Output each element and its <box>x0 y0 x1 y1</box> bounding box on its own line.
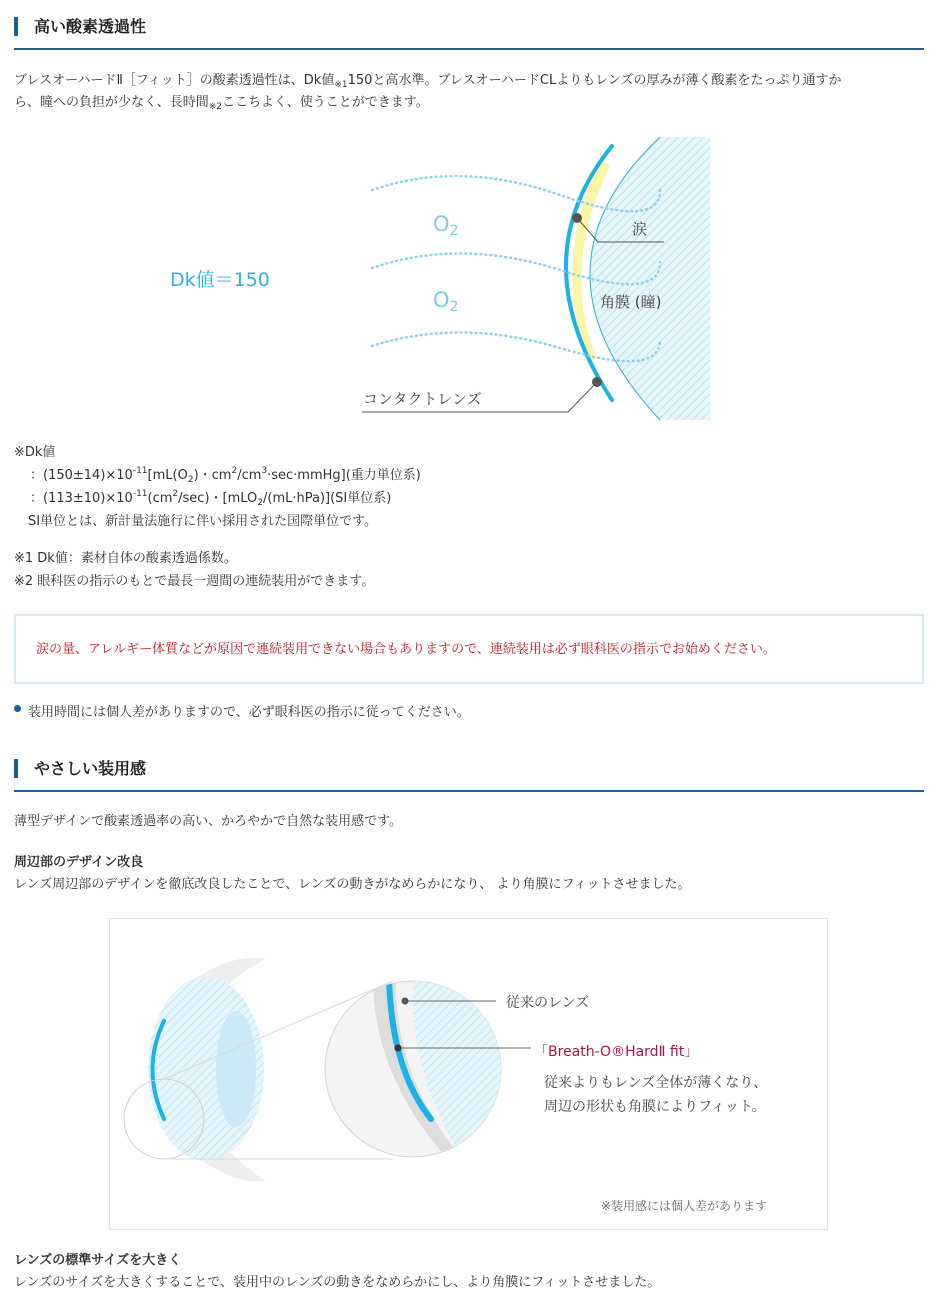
dk-notes-title: ※Dk値 <box>14 445 56 460</box>
heading-accent-bar <box>14 759 18 778</box>
text-part: (cm <box>147 491 173 506</box>
text-part: 150と高水準。ブレスオーハードCLよりもレンズの厚みが薄く酸素をたっぷり通すか <box>347 73 842 88</box>
section-title: 高い酸素透過性 <box>34 17 147 36</box>
subscript: 2 <box>257 498 264 508</box>
tear-label: 涙 <box>632 220 648 238</box>
superscript: 2 <box>231 466 238 476</box>
text-part: ブレスオーハードⅡ［フィット］の酸素透過性は、Dk値 <box>14 73 335 88</box>
product-name-label: 「Breath-O®HardⅡ fit」 <box>534 1044 699 1060</box>
lens-marker-dot <box>592 377 602 387</box>
figure-footnote: ※装用感には個人差があります <box>601 1199 768 1213</box>
oxygen-paragraph-line1 <box>14 70 841 92</box>
oxygen-permeability-diagram <box>150 128 710 428</box>
cornea-label: 角膜 (瞳) <box>600 293 662 311</box>
bullet-dot <box>14 705 21 712</box>
tear-marker-dot <box>572 213 582 223</box>
cornea-shape <box>590 137 710 420</box>
section-title: やさしい装用感 <box>34 759 147 778</box>
dk-notes-line2 <box>30 488 391 510</box>
peripheral-design-title: 周辺部のデザイン改良 <box>14 855 144 870</box>
comfort-intro: 薄型デザインで酸素透過率の高い、かろやかで自然な装用感です。 <box>14 814 403 829</box>
new-lens-marker-dot <box>395 1045 402 1052</box>
warning-box <box>14 614 924 684</box>
o2-letter: O <box>433 288 450 312</box>
iris-lens <box>216 1011 256 1127</box>
superscript: -11 <box>132 489 148 499</box>
superscript: 2 <box>172 489 179 499</box>
superscript: 3 <box>261 466 268 476</box>
o2-label-top <box>433 212 458 239</box>
text-part: ·sec·mmHg](重力単位系) <box>267 468 421 483</box>
dk-notes-line3: SI単位とは、新計量法施行に伴い採用された国際単位です。 <box>28 514 378 529</box>
text-part: /sec)・[mLO <box>178 491 258 506</box>
subscript: 2 <box>187 475 194 485</box>
contact-lens-label: コンタクトレンズ <box>363 390 482 408</box>
text-part: ら、瞳への負担が少なく、長時間 <box>14 95 209 110</box>
o2-subscript: 2 <box>449 299 459 315</box>
text-part: ：(150±14)×10 <box>30 468 133 483</box>
text-part: /(mL·hPa)](SI単位系) <box>263 491 392 506</box>
dk-notes-line1 <box>30 465 421 487</box>
peripheral-design-text: レンズ周辺部のデザインを徹底改良したことで、レンズの動きがなめらかになり、 より角膜にフィットさせました。 <box>14 877 691 892</box>
o2-label-bottom <box>433 288 458 315</box>
product-desc-line1: 従来よりもレンズ全体が薄くなり、 <box>544 1075 768 1091</box>
text-part: [mL(O <box>147 468 188 483</box>
footnote-2: ※2 眼科医の指示のもとで最長一週間の連続装用ができます。 <box>14 574 375 589</box>
heading-accent-bar <box>14 17 18 36</box>
lens-comparison-diagram <box>110 919 828 1230</box>
section-heading-oxygen <box>14 12 924 50</box>
lens-comparison-figure <box>109 918 828 1230</box>
product-desc-line2: 周辺の形状も角膜によりフィット。 <box>544 1099 766 1115</box>
oxygen-paragraph-line2 <box>14 92 429 114</box>
text-part: ：(113±10)×10 <box>30 491 133 506</box>
footnote-ref: ※1 <box>334 80 348 90</box>
section-heading-comfort <box>14 754 924 792</box>
conventional-lens-label: 従来のレンズ <box>506 995 590 1011</box>
dk-value-label: Dk値＝150 <box>170 269 270 291</box>
footnote-ref: ※2 <box>208 102 223 112</box>
footnote-1: ※1 Dk値：素材自体の酸素透過係数。 <box>14 551 237 566</box>
o2-subscript: 2 <box>449 223 459 239</box>
superscript: -11 <box>132 466 148 476</box>
conventional-marker-dot <box>402 998 409 1005</box>
text-part: /cm <box>237 468 262 483</box>
standard-size-title: レンズの標準サイズを大きく <box>14 1253 182 1268</box>
warning-text: 涙の量、アレルギー体質などが原因で連続装用できない場合もありますので、連続装用は必ず眼科医の指示でお始めください。 <box>36 642 776 657</box>
standard-size-text: レンズのサイズを大きくすることで、装用中のレンズの動きをなめらかにし、より角膜にフィットさせました。 <box>14 1275 661 1290</box>
text-part: )・cm <box>193 468 232 483</box>
text-part: ここちよく、使うことができます。 <box>222 95 429 110</box>
bullet-note: 装用時間には個人差がありますので、必ず眼科医の指示に従ってください。 <box>28 705 470 720</box>
o2-letter: O <box>433 212 450 236</box>
